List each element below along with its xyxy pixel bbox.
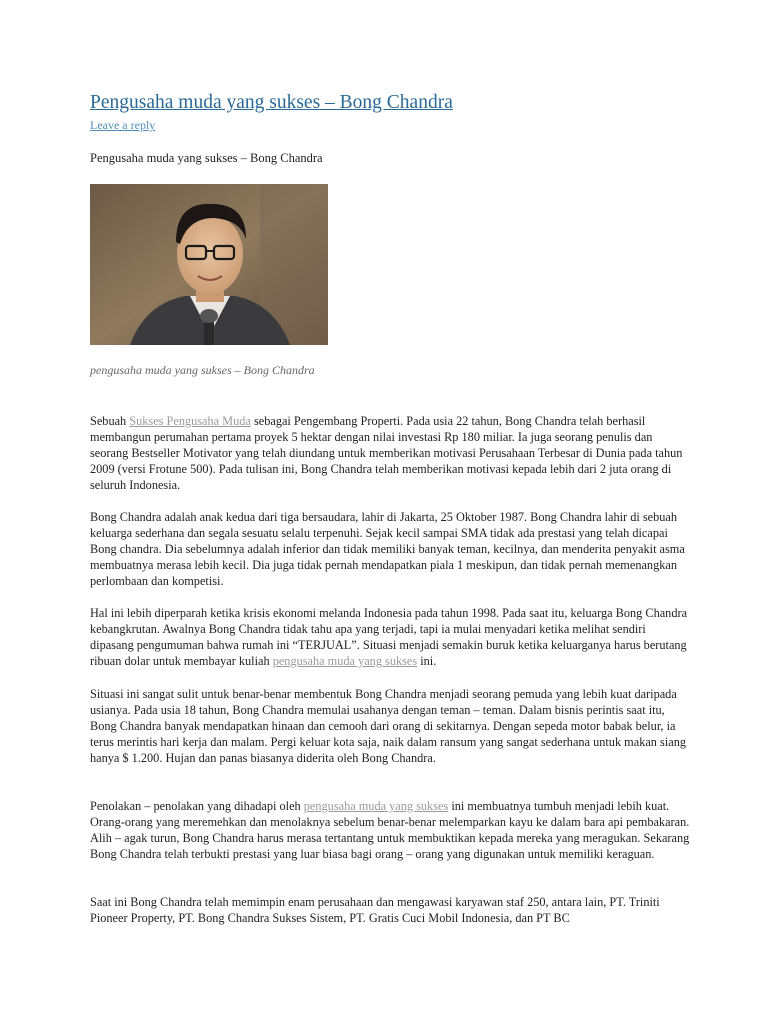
sukses-pengusaha-muda-link[interactable]: Sukses Pengusaha Muda [129,414,251,428]
paragraph-5 [90,798,690,862]
paragraph-3 [90,605,690,669]
pengusaha-muda-link-2[interactable]: pengusaha muda yang sukses [303,799,449,813]
paragraph-4: Situasi ini sangat sulit untuk benar-benar membentuk Bong Chandra menjadi seorang pemuda yang lebih kuat daripada usianya. Pada usia 18 tahun, Bong Chandra memulai usahanya dengan teman – teman. Dalam bisnis perintis saat itu, Bong Chandra banyak mendapatkan hinaan dan cemooh dari orang di sekitarnya. Dengan sepeda motor babak belur, ia terus merintis hari kerja dan malam. Pergi keluar kota saja, naik dalam ransum yang sangat sederhana untuk makan siang hanya $ 1.200. Hujan dan panas biasanya diderita oleh Bong Chandra. [90,687,686,765]
paragraph-3-text-post: ini. [417,654,437,668]
paragraph-5-text-post: ini membuatnya tumbuh menjadi lebih kuat. Orang-orang yang meremehkan dan menolaknya sebelum benar-benar melemparkan kayu ke dalam bara api pembakaran. Alih – agak turun, Bong Chandra harus merasa tertantang untuk membuktikan kepada mereka yang meragukan. Sekarang Bong Chandra telah terbukti prestasi yang luar biasa bagi orang – orang yang digunakan untuk memiliki keraguan. [90,799,690,861]
paragraph-1 [90,413,690,493]
paragraph-1-text-pre: Sebuah [90,414,130,428]
paragraph-2: Bong Chandra adalah anak kedua dari tiga bersaudara, lahir di Jakarta, 25 Oktober 1987. Bong Chandra lahir di sebuah keluarga sederhana dan segala sesuatu selalu terpenuhi. Sejak kecil sampai SMA tidak ada prestasi yang telah dicapai Bong chandra. Dia sebelumnya adalah inferior dan tidak memiliki banyak teman, kecilnya, dan menderita penyakit asma membuatnya merasa lebih kecil. Dia juga tidak pernah mendapatkan piala 1 meskipun, dan tidak pernah memenangkan perlombaan dan kompetisi. [90,510,685,588]
paragraph-1-text-post: sebagai Pengembang Properti. Pada usia 22 tahun, Bong Chandra telah berhasil membangun perumahan pertama proyek 5 hektar dengan nilai investasi Rp 180 miliar. Ia juga seorang penulis dan seorang Bestseller Motivator yang telah diundang untuk memberikan motivasi Perusahaan Terbesar di Dunia pada tahun 2009 (versi Frotune 500). Pada tulisan ini, Bong Chandra telah memberikan motivasi kepada lebih dari 2 juta orang di seluruh Indonesia. [90,414,683,492]
photo-caption: pengusaha muda yang sukses – Bong Chandra [90,363,315,377]
post-subtitle: Pengusaha muda yang sukses – Bong Chandra [90,151,323,165]
paragraph-5-text-pre: Penolakan – penolakan yang dihadapi oleh [90,799,304,813]
paragraph-6: Saat ini Bong Chandra telah memimpin enam perusahaan dan mengawasi karyawan staf 250, antara lain, PT. Triniti Pioneer Property, PT. Bong Chandra Sukses Sistem, PT. Gratis Cuci Mobil Indonesia, dan PT BC [90,895,660,925]
post-title-link[interactable]: Pengusaha muda yang sukses – Bong Chandra [90,92,453,113]
pengusaha-muda-link-1[interactable]: pengusaha muda yang sukses [272,654,418,668]
leave-reply-link[interactable]: Leave a reply [90,118,156,132]
portrait-photo [90,184,328,345]
paragraph-3-text-pre: Hal ini lebih diperparah ketika krisis ekonomi melanda Indonesia pada tahun 1998. Pada saat itu, keluarga Bong Chandra kebangkrutan. Awalnya Bong Chandra tidak tahu apa yang terjadi, tapi ia mulai menyadari ketika melihat sendiri dipasang pengumuman bahwa rumah ini “TERJUAL”. Situasi menjadi semakin buruk ketika keluarganya harus berutang ribuan dolar untuk membayar kuliah [90,606,688,668]
